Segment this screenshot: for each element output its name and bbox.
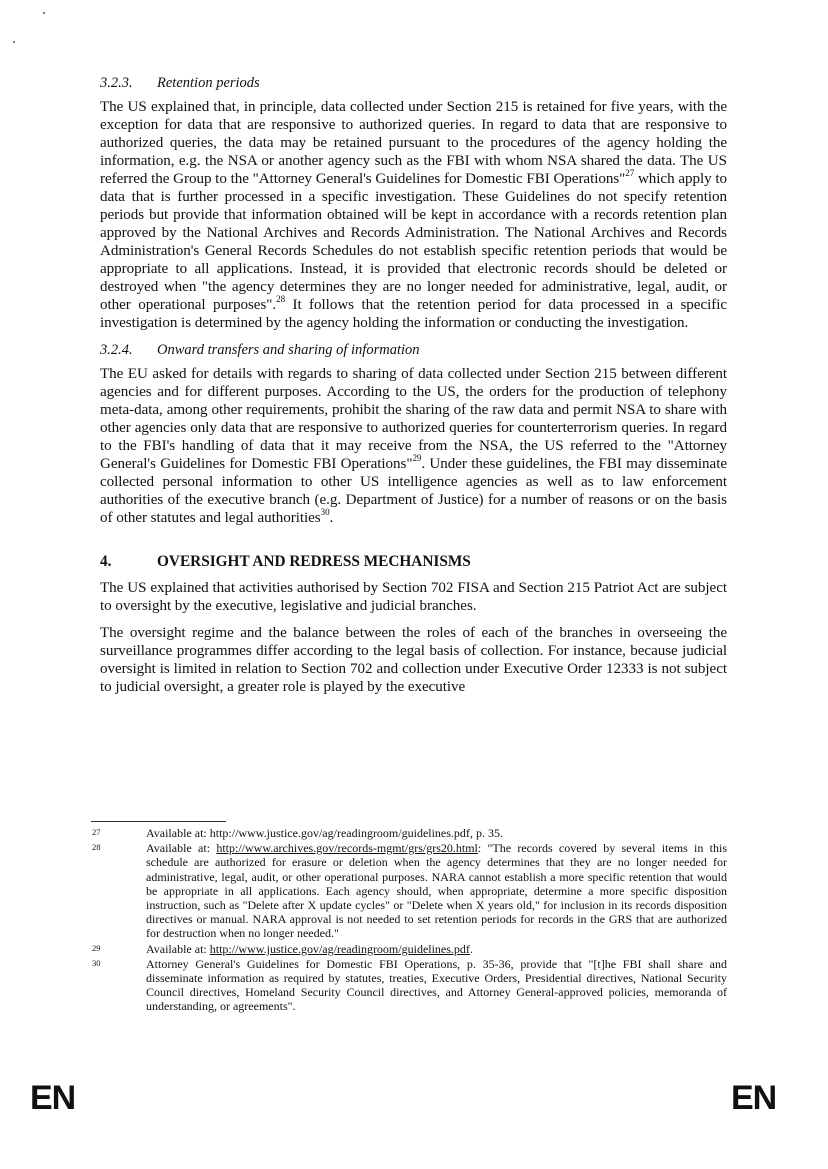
footnote-ref[interactable]: 29 <box>412 452 422 463</box>
section-number: 3.2.3. <box>100 75 133 91</box>
section-title: OVERSIGHT AND REDRESS MECHANISMS <box>157 553 471 570</box>
paragraph-retention <box>100 98 727 332</box>
paragraph-text: It follows that the retention period for data processed in a specific investigation is determined by the agency holding the information or conducting the investigation. <box>100 297 728 331</box>
footnote-ref[interactable]: 28 <box>276 293 286 304</box>
section-heading-onward-transfers <box>100 341 727 359</box>
paragraph-oversight-1: The US explained that activities authorised by Section 702 FISA and Section 215 Patriot Act are subject to oversight by the executive, legislative and judicial branches. <box>100 580 727 614</box>
footnote-29 <box>92 942 727 956</box>
footnote-number: 29 <box>92 942 101 953</box>
language-tag-left: EN <box>30 1079 76 1117</box>
footnote-27 <box>92 826 727 840</box>
footnote-number: 27 <box>92 827 101 837</box>
footnote-ref[interactable]: 27 <box>625 167 635 178</box>
paragraph-text: The EU asked for details with regards to sharing of data collected under Section 215 between different agencies and for different purposes. According to the US, the orders for the production of telephony meta-data, among other requirements, prohibit the sharing of the raw data and permit NSA to share with other agencies only data that are responsive to authorized queries for counterterrorism queries. In regard to the FBI's handling of data that it may receive from the NSA, the US referred to the "Attorney General's Guidelines for Domestic FBI Operations" <box>100 366 727 472</box>
footnote-ref[interactable]: 30 <box>320 506 330 517</box>
section-heading-oversight <box>100 553 727 571</box>
paragraph-text: . Under these guidelines, the FBI may disseminate collected personal information to other US intelligence agencies as well as to law enforcement authorities of the executive branch (e.g. Department of Justice) for a number of reasons or on the basis of other statutes and legal authorities <box>100 456 727 526</box>
footnote-text: Available at: http://www.justice.gov/ag/readingroom/guidelines.pdf, p. 35. <box>146 826 503 840</box>
paragraph-text: which apply to data that is further processed in a specific investigation. These Guidelines do not specify retention periods but provide that information obtained will be kept in accordance with a records retention plan approved by the National Archives and Records Administration. The National Archives and Records Administration's General Records Schedules do not establish specific retention periods that would be appropriate to all applications. Instead, it is provided that electronic records should be deleted or destroyed when "the agency determines they are no longer needed for administrative, legal, audit, or other operational purposes". <box>100 171 727 313</box>
paragraph-onward-transfers <box>100 365 727 527</box>
scan-speck <box>43 12 45 14</box>
footnote-text: Available at: http://www.justice.gov/ag/readingroom/guidelines.pdf. <box>146 941 473 956</box>
footnote-28 <box>92 841 727 940</box>
paragraph-text: The US explained that, in principle, data collected under Section 215 is retained for five years, with the exception for data that are responsive to authorized queries. In regard to data that are responsive to authorized queries, the data may be retained pursuant to the procedures of the agency holding the information, e.g. the NSA or another agency such as the FBI with whom NSA shared the data. The US referred the Group to the "Attorney General's Guidelines for Domestic FBI Operations" <box>100 99 727 187</box>
section-number: 4. <box>100 553 112 570</box>
section-title: Retention periods <box>157 75 260 91</box>
section-title: Onward transfers and sharing of information <box>157 342 420 358</box>
footnote-30 <box>92 957 727 1014</box>
footnote-divider <box>91 821 226 822</box>
footnote-link[interactable]: http://www.justice.gov/ag/readingroom/guidelines.pdf <box>209 826 470 840</box>
footnote-text: Available at: http://www.archives.gov/records-mgmt/grs/grs20.html: "The records covered by several items in this schedule are authorized for erasure or deletion when the agency determines that they are no longer needed for administrative, legal, audit, or other operational purposes. NARA cannot establish a more specific retention that would be appropriate in all applications. Each agency should, when appropriate, determine a more specific disposition instruction, such as "Delete after X update cycles" or "Delete when X years old," for inclusion in its records disposition directives or manual. NARA approval is not needed to set retention periods for records in the GRS that are authorized for destruction when no longer needed." <box>146 841 728 941</box>
scan-speck <box>13 41 15 43</box>
footnote-number: 30 <box>92 957 101 968</box>
paragraph-text: . <box>329 510 334 526</box>
footnote-text: Attorney General's Guidelines for Domestic FBI Operations, p. 35-36, provide that "[t]he FBI shall share and disseminate information as required by statutes, treaties, Executive Orders, Presidential directives, National Security Council directives, Homeland Security Council directives, and Attorney General-approved policies, memoranda of understanding, or agreements". <box>146 956 727 1014</box>
footnote-link[interactable]: http://www.archives.gov/records-mgmt/grs/grs20.html <box>216 841 478 856</box>
footnote-number: 28 <box>92 842 101 853</box>
section-number: 3.2.4. <box>100 342 133 358</box>
footnotes <box>92 826 727 1015</box>
footnote-link[interactable]: http://www.justice.gov/ag/readingroom/guidelines.pdf <box>209 941 470 956</box>
language-tag-right: EN <box>731 1079 777 1117</box>
section-heading-retention-periods <box>100 74 727 92</box>
paragraph-oversight-2: The oversight regime and the balance between the roles of each of the branches in overseeing the surveillance programmes differ according to the legal basis of collection. For instance, because judicial oversight is limited in relation to Section 702 and collection under Executive Order 12333 is not subject to judicial oversight, a greater role is played by the executive <box>100 625 727 695</box>
document-body <box>100 74 727 705</box>
